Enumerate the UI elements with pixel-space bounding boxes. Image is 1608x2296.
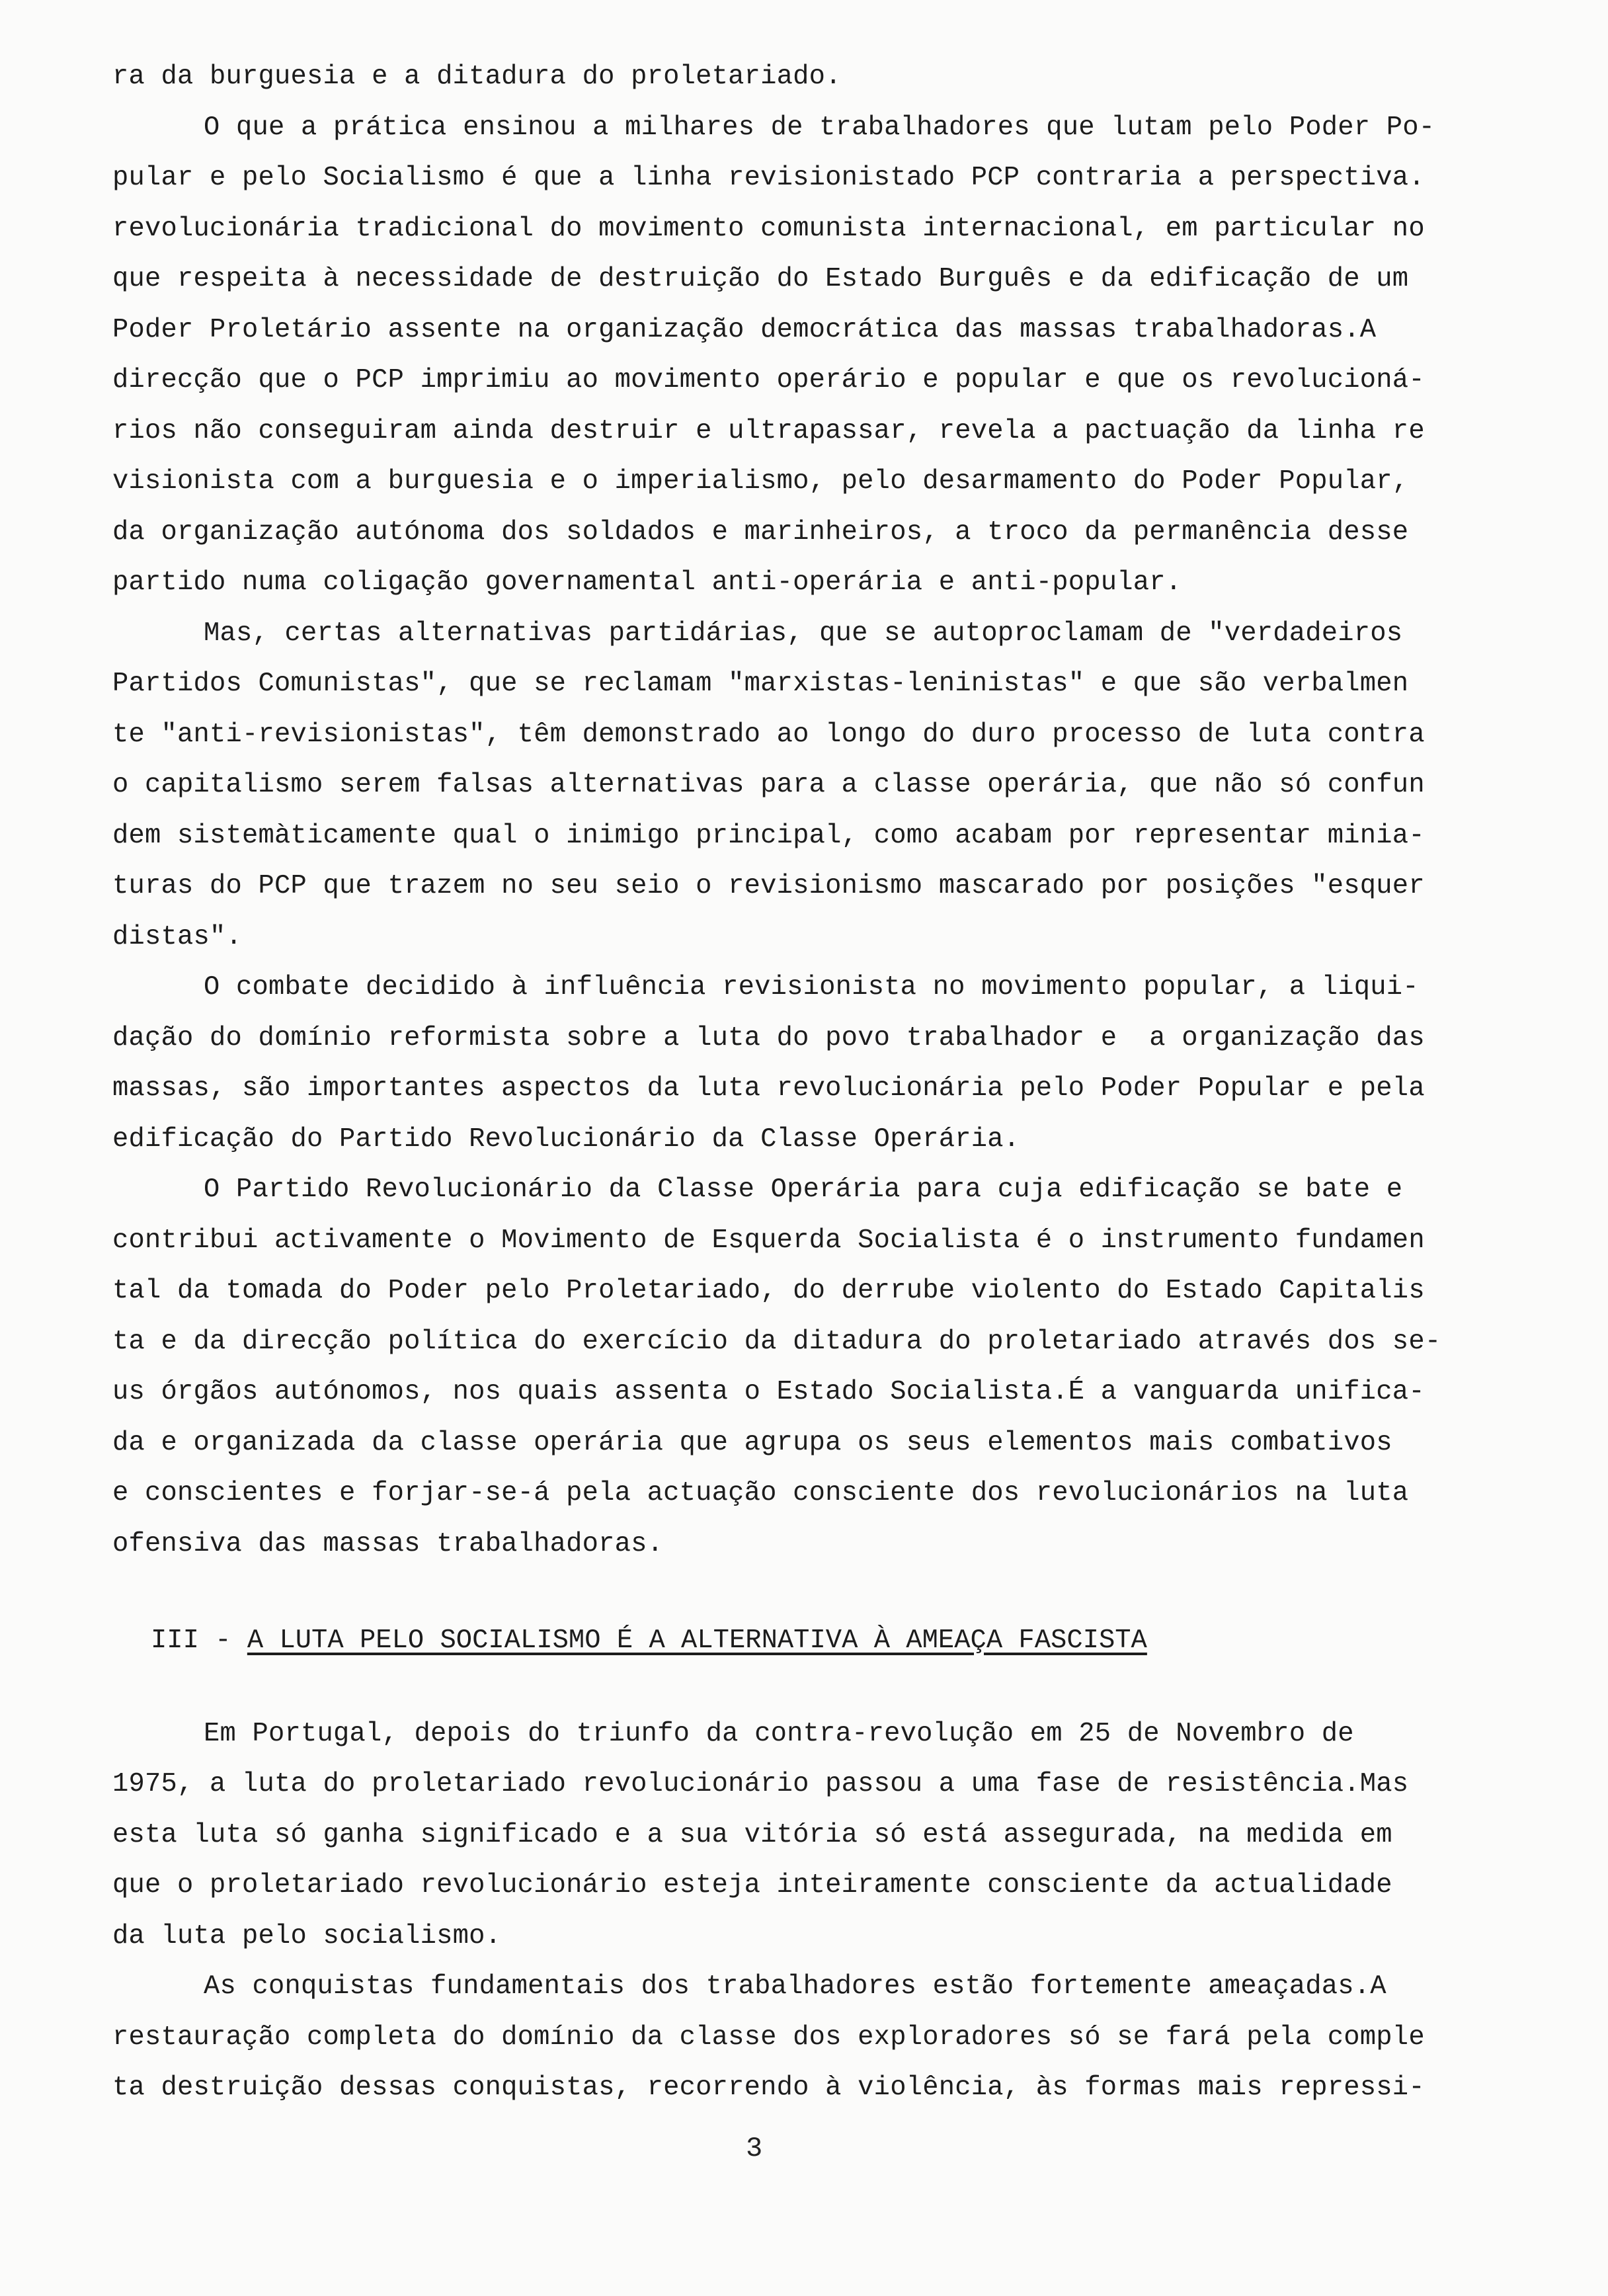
paragraph — [112, 962, 1474, 1165]
text-line: visionista com a burguesia e o imperialismo, pelo desarmamento do Poder Popular, — [112, 466, 1409, 497]
text-line: te "anti-revisionistas", têm demonstrado ao longo do duro processo de luta contra — [112, 719, 1425, 750]
text-line: partido numa coligação governamental anti-operária e anti-popular. — [112, 567, 1182, 598]
text-line: que o proletariado revolucionário esteja inteiramente consciente da actualidade — [112, 1870, 1392, 1901]
text-line: e conscientes e forjar-se-á pela actuação consciente dos revolucionários na luta — [112, 1478, 1409, 1508]
text-line: 1975, a luta do proletariado revolucionário passou a uma fase de resistência.Mas — [112, 1769, 1409, 1799]
text-line: Em Portugal, depois do triunfo da contra-revolução em 25 de Novembro de — [204, 1718, 1354, 1749]
text-line: O que a prática ensinou a milhares de trabalhadores que lutam pelo Poder Po- — [204, 112, 1435, 143]
text-line: edificação do Partido Revolucionário da Classe Operária. — [112, 1124, 1020, 1155]
text-line: ta destruição dessas conquistas, recorrendo à violência, às formas mais repressi- — [112, 2072, 1425, 2103]
paragraph — [112, 52, 1474, 102]
text-line: ta e da direcção política do exercício da ditadura do proletariado através dos se- — [112, 1326, 1441, 1357]
text-line: esta luta só ganha significado e a sua vitória só está assegurada, na medida em — [112, 1819, 1392, 1850]
text-line: As conquistas fundamentais dos trabalhadores estão fortemente ameaçadas.A — [204, 1971, 1387, 2002]
section-number: III - — [151, 1625, 231, 1656]
spacer — [112, 1569, 1474, 1616]
text-line: da organização autónoma dos soldados e marinheiros, a troco da permanência desse — [112, 516, 1409, 548]
text-line: direcção que o PCP imprimiu ao movimento operário e popular e que os revolucioná- — [112, 365, 1425, 395]
section-heading — [112, 1616, 1474, 1666]
text-line: restauração completa do domínio da classe dos exploradores só se fará pela comple — [112, 2022, 1425, 2053]
paragraph — [112, 1709, 1474, 1962]
text-line: pular e pelo Socialismo é que a linha revisionistado PCP contraria a perspectiva. — [112, 163, 1425, 193]
text-line: contribui activamente o Movimento de Esquerda Socialista é o instrumento fundamen — [112, 1225, 1425, 1256]
text-line: tal da tomada do Poder pelo Proletariado, do derrube violento do Estado Capitalis — [112, 1276, 1425, 1306]
text-line: O Partido Revolucionário da Classe Operária para cuja edificação se bate e — [204, 1174, 1403, 1205]
text-line: us órgãos autónomos, nos quais assenta o Estado Socialista.É a vanguarda unifica- — [112, 1377, 1425, 1407]
page-number: 3 — [746, 2133, 763, 2164]
text-line: revolucionária tradicional do movimento comunista internacional, em particular no — [112, 213, 1425, 244]
text-line: O combate decidido à influência revisionista no movimento popular, a liqui- — [204, 972, 1419, 1003]
text-line: o capitalismo serem falsas alternativas para a classe operária, que não só confun — [112, 770, 1425, 800]
paragraph — [112, 1961, 1474, 2113]
text-line: massas, são importantes aspectos da luta revolucionária pelo Poder Popular e pela — [112, 1073, 1425, 1104]
text-line: distas". — [112, 921, 243, 952]
text-line: Partidos Comunistas", que se reclamam "marxistas-leninistas" e que são verbalmen — [112, 669, 1409, 699]
text-line: ofensiva das massas trabalhadoras. — [112, 1528, 664, 1559]
paragraph — [112, 102, 1474, 608]
section-title: A LUTA PELO SOCIALISMO É A ALTERNATIVA À AMEAÇA FASCISTA — [247, 1625, 1147, 1656]
text-line: da e organizada da classe operária que agrupa os seus elementos mais combativos — [112, 1427, 1392, 1458]
text-line: dação do domínio reformista sobre a luta do povo trabalhador e a organização das — [112, 1022, 1425, 1053]
text-line: ra da burguesia e a ditadura do proletariado. — [112, 62, 842, 92]
paragraph — [112, 1165, 1474, 1569]
spacer — [112, 1666, 1474, 1709]
text-line: dem sistemàticamente qual o inimigo principal, como acabam por representar minia- — [112, 820, 1425, 851]
text-line: que respeita à necessidade de destruição do Estado Burguês e da edificação de um — [112, 264, 1409, 294]
text-line: Mas, certas alternativas partidárias, que se autoproclamam de "verdadeiros — [204, 618, 1403, 649]
text-line: Poder Proletário assente na organização democrática das massas trabalhadoras.A — [112, 314, 1377, 345]
text-line: rios não conseguiram ainda destruir e ultrapassar, revela a pactuação da linha re — [112, 415, 1425, 446]
paragraph — [112, 608, 1474, 963]
text-line: turas do PCP que trazem no seu seio o revisionismo mascarado por posições "esquer — [112, 871, 1425, 901]
document-page — [112, 52, 1474, 2113]
text-line: da luta pelo socialismo. — [112, 1920, 502, 1951]
